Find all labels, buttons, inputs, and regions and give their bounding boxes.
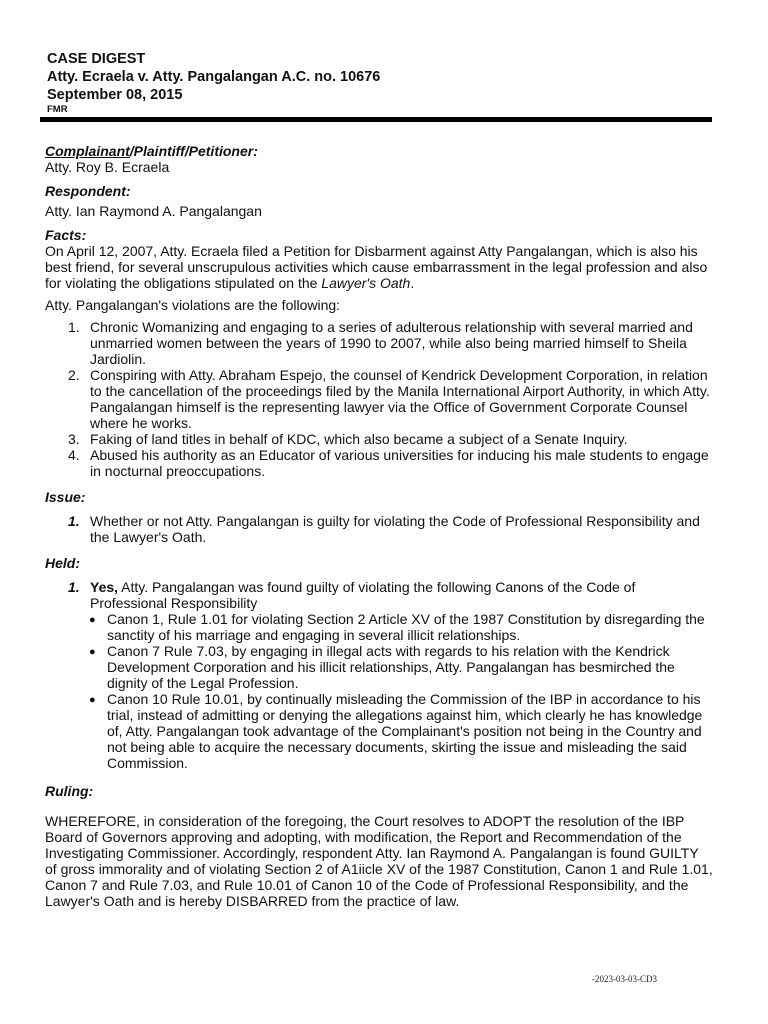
list-number: 1. bbox=[68, 579, 80, 595]
case-date: September 08, 2015 bbox=[47, 87, 183, 103]
list-item bbox=[45, 691, 713, 771]
complainant-label-underlined: Complainant bbox=[45, 143, 130, 159]
held-label: Held: bbox=[45, 555, 80, 571]
list-item-text: Faking of land titles in behalf of KDC, which also became a subject of a Senate Inquiry. bbox=[90, 431, 628, 447]
list-item-text: Conspiring with Atty. Abraham Espejo, the counsel of Kendrick Development Corporation, in relation to the cancellation of the proceedings filed by the Manila International Airport Authority, in which Atty. Pangalangan himself is the representing lawyer via the Office of Government Corporate Counsel where he works. bbox=[90, 367, 710, 431]
footer-code: -2023-03-03-CD3 bbox=[592, 974, 657, 984]
facts-paragraph bbox=[45, 243, 713, 291]
header-divider bbox=[40, 117, 712, 122]
held-list bbox=[45, 579, 713, 611]
bullet-icon: ● bbox=[89, 694, 96, 706]
case-name: Atty. Ecraela v. Atty. Pangalangan A.C. no. 10676 bbox=[47, 69, 381, 85]
facts-paragraph-text: On April 12, 2007, Atty. Ecraela filed a Petition for Disbarment against Atty Pangalangan, which is also his best friend, for several unscrupulous activities which cause embarrassment in the legal profession and also for violating the obligations stipulated on the bbox=[45, 243, 708, 291]
list-item bbox=[45, 579, 713, 611]
violations-list bbox=[45, 319, 713, 479]
issue-text: Whether or not Atty. Pangalangan is guilty for violating the Code of Professional Responsibility and the Lawyer's Oath. bbox=[90, 513, 700, 545]
issue-list bbox=[45, 513, 713, 545]
list-item bbox=[45, 431, 713, 447]
violations-intro: Atty. Pangalangan's violations are the following: bbox=[45, 297, 341, 313]
author-initials: FMR bbox=[47, 104, 68, 115]
list-item bbox=[45, 643, 713, 691]
held-verdict: Yes, bbox=[90, 579, 119, 595]
list-item bbox=[45, 447, 713, 479]
list-number: 2. bbox=[68, 367, 80, 383]
list-item bbox=[45, 513, 713, 545]
list-item bbox=[45, 367, 713, 431]
complainant-name: Atty. Roy B. Ecraela bbox=[45, 159, 170, 175]
bullet-icon: ● bbox=[89, 614, 96, 626]
list-number: 1. bbox=[68, 319, 80, 335]
lawyers-oath-italic: Lawyer's Oath bbox=[321, 275, 411, 291]
facts-label: Facts: bbox=[45, 227, 87, 243]
held-text: Atty. Pangalangan was found guilty of violating the following Canons of the Code of Professional Responsibility bbox=[90, 579, 636, 611]
list-number: 4. bbox=[68, 447, 80, 463]
list-item bbox=[45, 319, 713, 367]
respondent-name: Atty. Ian Raymond A. Pangalangan bbox=[45, 203, 262, 219]
canon-text: Canon 1, Rule 1.01 for violating Section 2 Article XV of the 1987 Constitution by disregarding the sanctity of his marriage and engaging in several illicit relationships. bbox=[107, 611, 705, 643]
ruling-paragraph: WHEREFORE, in consideration of the foregoing, the Court resolves to ADOPT the resolution of the IBP Board of Governors approving and adopting, with modification, the Report and Recommendation of the Investigating Commissioner. Accordingly, respondent Atty. Ian Raymond A. Pangalangan is found GUILTY of gross immorality and of violating Section 2 of A1iicle XV of the 1987 Constitution, Canon 1 and Rule 1.01, Canon 7 and Rule 7.03, and Rule 10.01 of Canon 10 of the Code of Professional Responsibility, and the Lawyer's Oath and is hereby DISBARRED from the practice of law. bbox=[45, 813, 713, 909]
canon-bullet-list bbox=[45, 611, 713, 771]
ruling-label: Ruling: bbox=[45, 783, 94, 799]
canon-text: Canon 7 Rule 7.03, by engaging in illegal acts with regards to his relation with the Kendrick Development Corporation and his illicit relationships, Atty. Pangalangan has besmirched the dignity of the Legal Profession. bbox=[107, 643, 675, 691]
bullet-icon: ● bbox=[89, 646, 96, 658]
complainant-label bbox=[45, 143, 713, 159]
digest-title: CASE DIGEST bbox=[47, 51, 146, 67]
respondent-label: Respondent: bbox=[45, 183, 131, 199]
list-item-text: Abused his authority as an Educator of various universities for inducing his male students to engage in nocturnal preoccupations. bbox=[90, 447, 709, 479]
list-number: 1. bbox=[68, 513, 80, 529]
list-number: 3. bbox=[68, 431, 80, 447]
complainant-label-rest: /Plaintiff/Petitioner: bbox=[129, 143, 258, 159]
document-header bbox=[47, 50, 380, 116]
canon-text: Canon 10 Rule 10.01, by continually misleading the Commission of the IBP in accordance to his trial, instead of admitting or denying the allegations against him, which clearly he has knowledge of, Atty. Pangalangan took advantage of the Complainant's position not being in the Country and not being able to acquire the necessary documents, skirting the issue and misleading the said Commission. bbox=[107, 691, 703, 771]
facts-paragraph-end: . bbox=[410, 275, 415, 291]
digest-body bbox=[45, 143, 713, 909]
issue-label: Issue: bbox=[45, 489, 86, 505]
list-item-text: Chronic Womanizing and engaging to a series of adulterous relationship with several married and unmarried women between the years of 1990 to 2007, while also being married himself to Sheila Jardiolin. bbox=[90, 319, 693, 367]
list-item bbox=[45, 611, 713, 643]
